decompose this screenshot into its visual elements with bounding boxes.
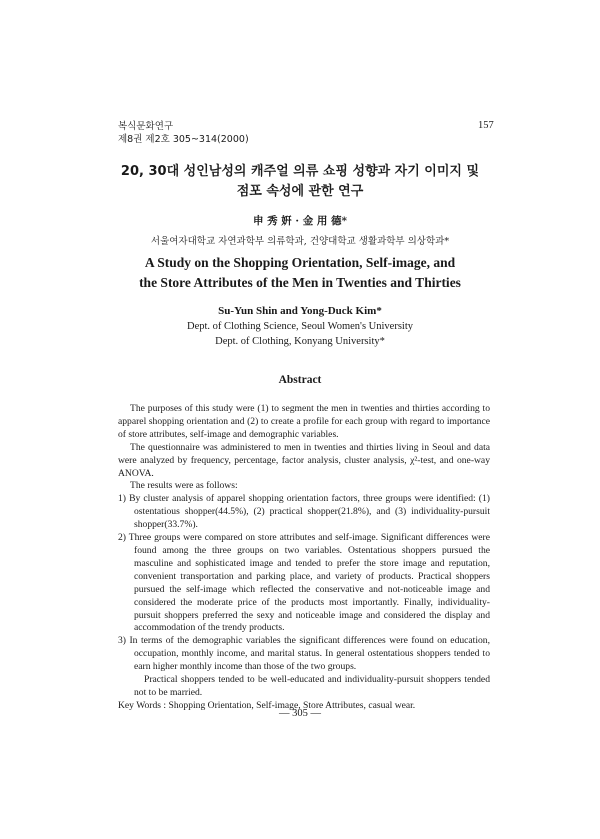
top-page-number: 157 [478, 120, 494, 131]
english-title-line2: the Store Attributes of the Men in Twenties and Thirties [139, 275, 461, 290]
english-authors: Su-Yun Shin and Yong-Duck Kim* [218, 305, 382, 317]
affiliation-1: Dept. of Clothing Science, Seoul Women's University [187, 321, 413, 332]
abstract-body [118, 403, 490, 713]
journal-info [118, 120, 249, 146]
english-title-line1: A Study on the Shopping Orientation, Self-image, and [144, 255, 456, 270]
english-title [0, 253, 600, 293]
korean-authors: 申 秀 姸 · 金 用 德* [252, 215, 348, 227]
korean-affiliation: 서울여자대학교 자연과학부 의류학과, 건양대학교 생활과학부 의상학과* [150, 236, 450, 247]
volume-issue: 제8권 제2호 305~314(2000) [118, 134, 249, 145]
result-item-2: 2) Three groups were compared on store attributes and self-image. Significant differences were found among the three groups on two variables. Ostentatious shoppers pursued the masculine and sophisticated image and tended to prefer the store image and reputation, convenient transportation and parking place, and variety of products. Practical shoppers pursued the self-image which reflected the conservative and not-noticeable image and considered the moderate price of the products most importantly. Finally, individuality-pursuit shoppers preferred the sexy and noticeable image and considered the display and accommodation of the trendy products. [118, 532, 490, 634]
abstract-heading: Abstract [278, 374, 322, 386]
korean-title-line2: 점포 속성에 관한 연구 [236, 184, 364, 199]
footer-page-number: — 305 — [279, 708, 321, 719]
result-item-3: 3) In terms of the demographic variables the significant differences were found on education, occupation, monthly income, and marital status. In general ostentatious shoppers tended to earn higher monthly income than those of the two groups. [118, 635, 490, 673]
korean-title [0, 162, 600, 202]
abstract-paragraph-purpose: The purposes of this study were (1) to segment the men in twenties and thirties according to apparel shopping orientation and (2) to create a profile for each group with regard to importance of store attributes, self-image and demographic variables. [118, 403, 490, 440]
result-item-3-continued: Practical shoppers tended to be well-educated and individuality-pursuit shoppers tended not to be married. [134, 674, 490, 698]
abstract-paragraph-method: The questionnaire was administered to men in twenties and thirties living in Seoul and data were analyzed by frequency, percentage, factor analysis, cluster analysis, χ²-test, and one-way ANOVA. [118, 441, 490, 479]
korean-title-line1: 20, 30대 성인남성의 캐주얼 의류 쇼핑 성향과 자기 이미지 및 [120, 164, 480, 179]
affiliation-2: Dept. of Clothing, Konyang University* [215, 335, 385, 347]
result-item-1: 1) By cluster analysis of apparel shopping orientation factors, three groups were identified: (1) ostentatious shopper(44.5%), (2) practical shopper(21.8%), and (3) individuality-pursuit shopper(33.7%). [118, 493, 490, 531]
english-affiliation [0, 320, 600, 349]
abstract-paragraph-results-intro: The results were as follows: [130, 480, 238, 492]
journal-name: 복식문화연구 [118, 121, 174, 132]
key-words: Key Words : Shopping Orientation, Self-image, Store Attributes, casual wear. [118, 699, 416, 711]
